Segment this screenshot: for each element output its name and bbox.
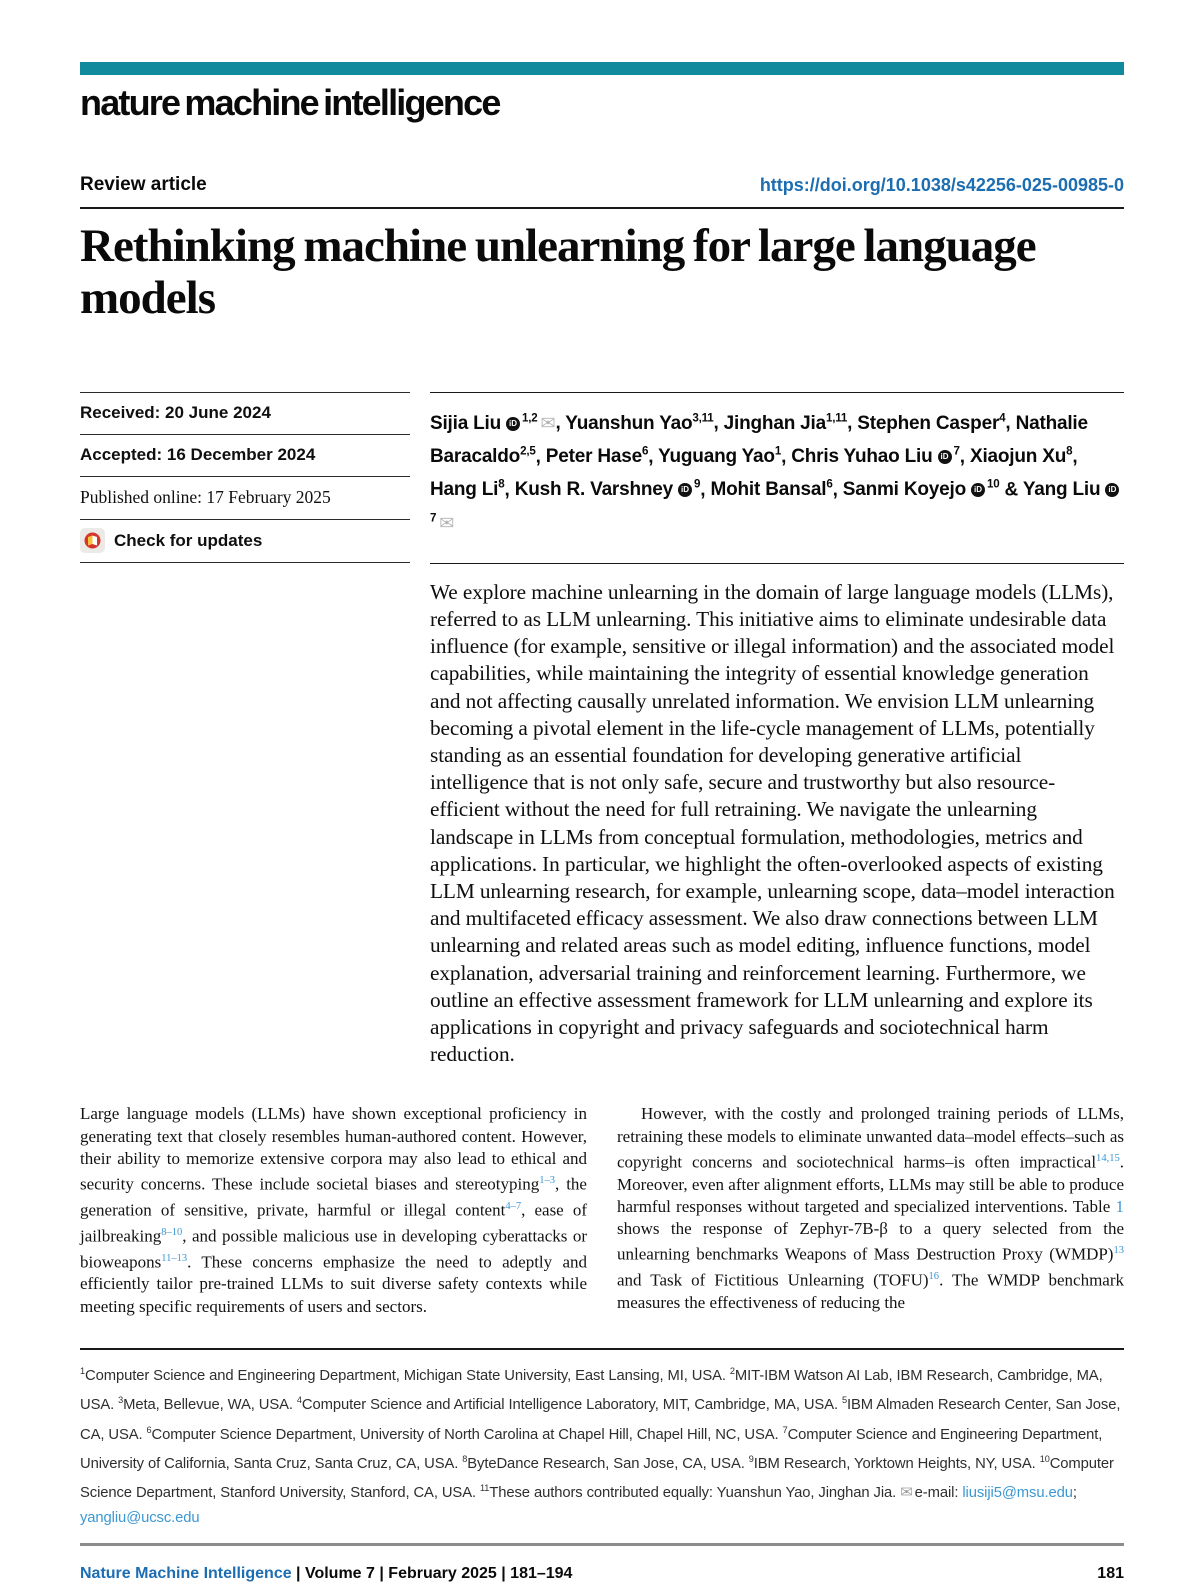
authors-abstract-column	[430, 392, 1124, 1068]
affiliation-number: 8	[462, 1454, 468, 1465]
author-name: Xiaojun Xu$^8$	[969, 445, 1073, 468]
affiliation-number: 9	[748, 1454, 754, 1465]
author-affiliation-number: 8	[1066, 445, 1073, 458]
affiliation-number: 6	[146, 1424, 152, 1435]
author-affiliation-number: 7	[953, 445, 960, 458]
article-type-label: Review article	[80, 174, 207, 195]
orcid-icon[interactable]: iD	[506, 417, 520, 431]
author-name: Peter Hase$^6$	[545, 445, 649, 468]
author-affiliation-number: 2,5	[520, 445, 536, 458]
author-affiliation-number: 10	[986, 479, 1000, 492]
author-affiliation-number: 8	[498, 479, 505, 492]
author-name: Nathalie Baracaldo$^{2,5}$	[430, 412, 1088, 468]
inline-link[interactable]: yangliu@ucsc.edu	[80, 1509, 200, 1526]
author-name: Chris Yuhao Liu iD $^7$	[791, 445, 960, 468]
citation-link[interactable]: 13	[1113, 1245, 1124, 1257]
author-affiliation-number: 1,2	[522, 412, 538, 425]
author-name: Jinghan Jia$^{1,11}$	[723, 412, 848, 434]
author-affiliation-number: 1	[774, 445, 782, 458]
author-name: Mohit Bansal$^6$	[710, 479, 833, 501]
footer-citation	[80, 1565, 572, 1583]
author-affiliation-number: 6	[641, 445, 649, 458]
author-name: Hang Li$^8$	[430, 479, 505, 501]
citation-link[interactable]: 4–7	[505, 1200, 522, 1212]
orcid-icon[interactable]: iD	[1105, 483, 1119, 497]
article-header-row	[80, 174, 1124, 209]
citation-link[interactable]: 1–3	[539, 1174, 556, 1186]
check-for-updates-label: Check for updates	[114, 530, 263, 550]
author-name: Sijia Liu iD $^{1,2}$ ✉	[430, 412, 556, 434]
citation-link[interactable]: 11–13	[161, 1252, 188, 1264]
brand-color-bar	[80, 62, 1124, 75]
body-text-columns	[80, 1103, 1124, 1317]
received-date: Received: 20 June 2024	[80, 392, 410, 434]
citation-link[interactable]: 14,15	[1096, 1152, 1120, 1164]
author-name: Yang Liu $iD^7$ ✉	[430, 479, 1121, 533]
author-name: Yuguang Yao$^1$	[658, 445, 782, 468]
body-paragraph-left: Large language models (LLMs) have shown exceptional proficiency in generating text that closely resembles human-authored content. However, their ability to memorize extensive corpora may also lead to ethical and security concerns. These include societal biases and stereotyping$^{1-3}$, the generation of sensitive, private, harmful or illegal content$^{4-7}$, ease of jailbreaking$^{8-10}$, and possible malicious use in developing cyberattacks or bioweapons$^{11-13}$. These concerns emphasize the need to adeptly and efficiently tailor pre-trained LLMs to suit diverse safety contexts while meeting specific requirements of users and sectors.	[80, 1104, 587, 1316]
inline-link[interactable]: 1	[1115, 1196, 1124, 1216]
author-affiliation-number: 1,11	[826, 412, 848, 425]
author-affiliation-number: 6	[826, 479, 833, 492]
author-affiliation-number: 3,11	[692, 412, 714, 425]
published-date: Published online: 17 February 2025	[80, 476, 410, 519]
author-affiliation-number: 9	[694, 479, 701, 492]
page-footer	[80, 1543, 1124, 1583]
citation-link[interactable]: 8–10	[161, 1226, 183, 1238]
orcid-icon[interactable]: iD	[971, 483, 985, 497]
affiliation-number: 2	[729, 1365, 735, 1376]
article-title: Rethinking machine unlearning for large language models	[80, 220, 1036, 324]
affiliation-number: 4	[296, 1395, 302, 1406]
inline-link[interactable]: liusiji5@msu.edu	[962, 1485, 1073, 1502]
footer-journal-link[interactable]: Nature Machine Intelligence	[80, 1565, 292, 1583]
author-name: Kush R. Varshney iD $^9$	[514, 479, 701, 501]
orcid-icon[interactable]: iD	[678, 483, 692, 497]
corresponding-email-icon[interactable]: ✉	[439, 512, 455, 533]
affiliation-number: 1	[80, 1365, 85, 1376]
affiliation-number: 3	[118, 1395, 124, 1406]
article-history-column	[80, 392, 410, 1068]
corresponding-email-icon[interactable]: ✉	[540, 412, 556, 433]
page-number: 181	[1097, 1565, 1124, 1583]
affiliation-number: 7	[782, 1424, 788, 1435]
body-paragraph-right: However, with the costly and prolonged training periods of LLMs, retraining these models to eliminate unwanted data–model effects–such as copyright concerns and sociotechnical harms–is often impractical$^{14,15}$. Moreover, even after alignment efforts, LLMs may still be able to produce harmful responses without targeted and specialized interventions. Table 1 shows the response of Zephyr-7B-β to a query selected from the unlearning benchmarks Weapons of Mass Destruction Proxy (WMDP)$^{13}$ and Task of Fictitious Unlearning (TOFU)$^{16}$. The WMDP benchmark measures the effectiveness of reducing the	[617, 1104, 1124, 1312]
affiliation-number: 10	[1039, 1454, 1050, 1465]
doi-link[interactable]: https://doi.org/10.1038/s42256-025-00985-0	[759, 175, 1124, 195]
affiliations-footnotes: $^1$Computer Science and Engineering Department, Michigan State University, East Lansing, MI, USA. $^2$MIT-IBM Watson AI Lab, IBM Research, Cambridge, MA, USA. $^3$Meta, Bellevue, WA, USA. $^4$Computer Science and Artificial Intelligence Laboratory, MIT, Cambridge, MA, USA. $^5$IBM Almaden Research Center, San Jose, CA, USA. $^6$Computer Science Department, University of North Carolina at Chapel Hill, Chapel Hill, NC, USA. $^7$Computer Science and Engineering Department, University of California, Santa Cruz, Santa Cruz, CA, USA. $^8$ByteDance Research, San Jose, CA, USA. $^9$IBM Research, Yorktown Heights, NY, USA. $^{10}$Computer Science Department, Stanford University, Stanford, CA, USA. $^{11}$These authors contributed equally: Yuanshun Yao, Jinghan Jia. ✉ e-mail: liusiji5@msu.edu; yangliu@ucsc.edu	[80, 1348, 1124, 1531]
check-for-updates-row	[80, 519, 410, 563]
author-name: Yuanshun Yao$^{3,11}$	[565, 412, 714, 434]
footer-issue-meta: | Volume 7 | February 2025 | 181–194	[291, 1565, 573, 1583]
check-for-updates-button[interactable]	[80, 528, 262, 553]
journal-logo: nature machine intelligence	[80, 82, 500, 123]
author-affiliation-number: 7	[430, 512, 437, 525]
orcid-icon[interactable]: iD	[938, 450, 952, 464]
author-affiliation-number: 4	[999, 412, 1006, 425]
title-block-grid	[80, 392, 1124, 1068]
author-name: Sanmi Koyejo iD $^{10}$	[842, 479, 1000, 501]
author-list: Sijia Liu iD $^{1,2}$ ✉, Yuanshun Yao$^{3,11}$, Jinghan Jia$^{1,11}$, Stephen Casper$^4$, Nathalie Baracaldo$^{2,5}$, Peter Hase$^6$, Yuguang Yao$^1$, Chris Yuhao Liu iD $^7$, Xiaojun Xu$^8$, Hang Li$^8$, Kush R. Varshney iD $^9$, Mohit Bansal$^6$, Sanmi Koyejo iD $^{10}$ & Yang Liu $iD^7$ ✉	[430, 392, 1124, 537]
citation-link[interactable]: 16	[928, 1271, 940, 1283]
accepted-date: Accepted: 16 December 2024	[80, 434, 410, 476]
abstract-block	[430, 563, 1124, 1069]
email-icon: ✉	[900, 1484, 913, 1502]
crossmark-icon	[80, 528, 105, 553]
affiliation-number: 11	[480, 1483, 490, 1494]
abstract-text: We explore machine unlearning in the domain of large language models (LLMs), referred to as LLM unlearning. This initiative aims to eliminate undesirable data influence (for example, sensitive or illegal information) and the associated model capabilities, while maintaining the integrity of essential knowledge generation and not affecting causally unrelated information. We envision LLM unlearning becoming a pivotal element in the life-cycle management of LLMs, potentially standing as an essential foundation for developing generative artificial intelligence that is not only safe, secure and trustworthy but also resource-efficient without the need for full retraining. We navigate the unlearning landscape in LLMs from conceptual formulation, methodologies, metrics and applications. In particular, we highlight the often-overlooked aspects of existing LLM unlearning research, for example, unlearning scope, data–model interaction and multifaceted efficacy assessment. We also draw connections between LLM unlearning and related areas such as model editing, influence functions, model explanation, adversarial training and reinforcement learning. Furthermore, we outline an effective assessment framework for LLM unlearning and explore its applications in copyright and privacy safeguards and sociotechnical harm reduction.	[430, 579, 1115, 1067]
author-name: Stephen Casper$^4$	[857, 412, 1006, 434]
affiliation-number: 5	[842, 1395, 847, 1406]
